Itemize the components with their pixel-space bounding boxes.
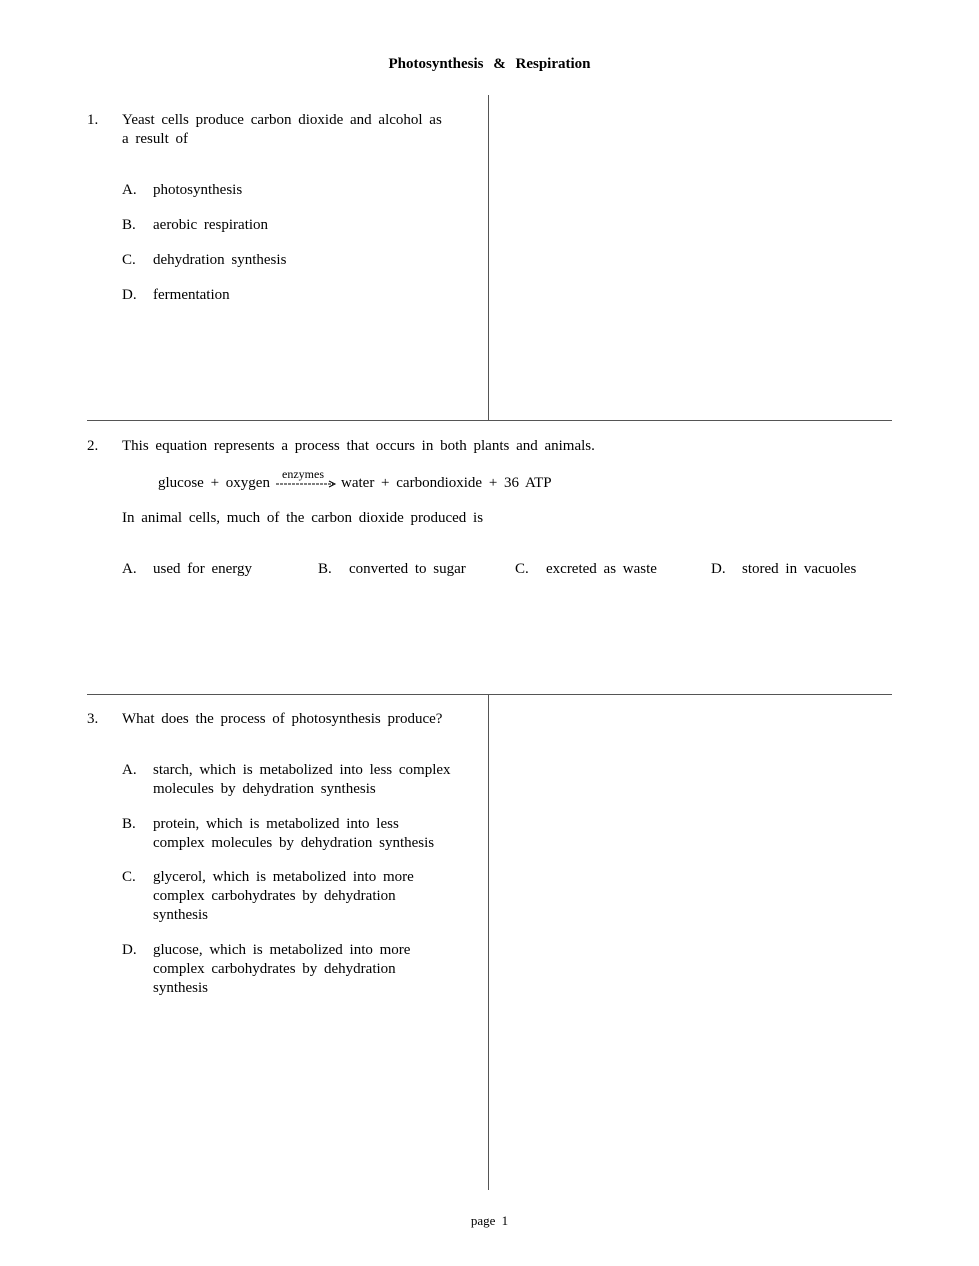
page-number: page 1: [470, 1213, 509, 1228]
equation-right: water + carbondioxide + 36 ATP: [341, 475, 552, 491]
choice-text: excreted as waste: [546, 561, 657, 577]
question-number: 3.: [87, 711, 99, 727]
page-title: Photosynthesis & Respiration: [388, 56, 591, 72]
choice-text-line: complex molecules by dehydration synthesis: [153, 835, 435, 851]
section-divider-1: [87, 420, 892, 421]
choice-text-line: glycerol, which is metabolized into more: [153, 869, 414, 885]
choice-text-line: glucose, which is metabolized into more: [153, 942, 411, 958]
choice-letter: B.: [122, 217, 136, 233]
choice-letter: C.: [122, 869, 136, 885]
choice-text-line: protein, which is metabolized into less: [153, 816, 399, 832]
choice-letter: A.: [122, 561, 137, 577]
question-stem-line: Yeast cells produce carbon dioxide and alcohol as: [122, 112, 442, 128]
choice-text-line: synthesis: [153, 907, 209, 923]
choice-text: photosynthesis: [153, 182, 243, 198]
choice-letter: D.: [122, 942, 137, 958]
choice-text: stored in vacuoles: [742, 561, 857, 577]
choice-letter: C.: [515, 561, 529, 577]
right-arrow-icon: [275, 479, 337, 489]
question-stem: This equation represents a process that occurs in both plants and animals.: [122, 438, 595, 454]
section-divider-2: [87, 694, 892, 695]
choice-letter: C.: [122, 252, 136, 268]
equation-arrow-label: enzymes: [282, 467, 324, 481]
choice-letter: B.: [122, 816, 136, 832]
question-stem: What does the process of photosynthesis produce?: [122, 711, 443, 727]
choice-letter: D.: [711, 561, 726, 577]
choice-text-line: synthesis: [153, 980, 209, 996]
choice-text: dehydration synthesis: [153, 252, 287, 268]
column-divider-bottom: [488, 694, 489, 1190]
choice-letter: B.: [318, 561, 332, 577]
equation-left: glucose + oxygen: [158, 475, 270, 491]
choice-text: fermentation: [153, 287, 230, 303]
choice-letter: A.: [122, 182, 137, 198]
choice-text-line: starch, which is metabolized into less complex: [153, 762, 451, 778]
question-number: 2.: [87, 438, 99, 454]
column-divider-top: [488, 95, 489, 420]
choice-letter: A.: [122, 762, 137, 778]
choice-letter: D.: [122, 287, 137, 303]
question-number: 1.: [87, 112, 99, 128]
choice-text: converted to sugar: [349, 561, 466, 577]
choice-text-line: molecules by dehydration synthesis: [153, 781, 376, 797]
choice-text-line: complex carbohydrates by dehydration: [153, 961, 396, 977]
question-prompt: In animal cells, much of the carbon dioxide produced is: [122, 510, 484, 526]
choice-text-line: complex carbohydrates by dehydration: [153, 888, 396, 904]
question-stem-line: a result of: [122, 131, 188, 147]
choice-text: aerobic respiration: [153, 217, 269, 233]
choice-text: used for energy: [153, 561, 253, 577]
